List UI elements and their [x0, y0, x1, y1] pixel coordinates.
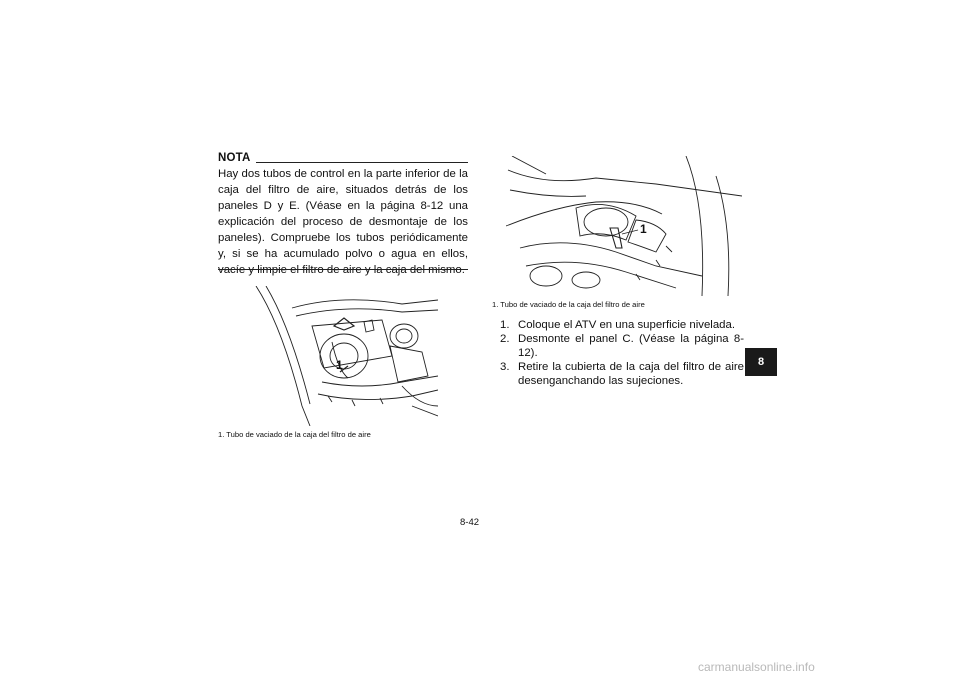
figure2-callout: 1 [640, 222, 647, 236]
watermark: carmanualsonline.info [698, 660, 815, 674]
figure-drain-tube-left [252, 286, 438, 426]
step-text: Retire la cubierta de la caja del filtro de aire desenganchando las sujeciones. [518, 361, 744, 387]
step-text: Desmonte el panel C. (Véase la página 8-12). [518, 333, 744, 359]
procedure-steps [492, 318, 744, 388]
chapter-tab: 8 [745, 348, 777, 376]
figure-drain-tube-right [506, 156, 742, 296]
step-item [492, 318, 744, 332]
note-label: NOTA [218, 152, 251, 164]
figure2-caption: 1. Tubo de vaciado de la caja del filtro de aire [492, 300, 645, 309]
note-top-rule [256, 162, 468, 163]
step-item [492, 360, 744, 388]
step-number: 2. [500, 333, 510, 345]
page-number: 8-42 [460, 517, 480, 528]
step-number: 3. [500, 361, 510, 373]
step-item [492, 332, 744, 360]
step-number: 1. [500, 319, 510, 331]
note-body: Hay dos tubos de control en la parte inferior de la caja del filtro de aire, situados detrás de los paneles D y E. (Véase en la página 8-12 una explicación del proceso de desmontaje de los paneles). Compruebe los tubos periódicamente y, si se ha acumulado polvo o agua en ellos, vacíe y limpie el filtro de aire y la caja del mismo. [218, 168, 468, 276]
figure1-callout: 1 [336, 358, 343, 372]
figure1-caption: 1. Tubo de vaciado de la caja del filtro de aire [218, 430, 371, 439]
step-text: Coloque el ATV en una superficie nivelada. [518, 319, 735, 331]
note-bottom-rule [218, 269, 468, 270]
note-heading [218, 152, 468, 166]
